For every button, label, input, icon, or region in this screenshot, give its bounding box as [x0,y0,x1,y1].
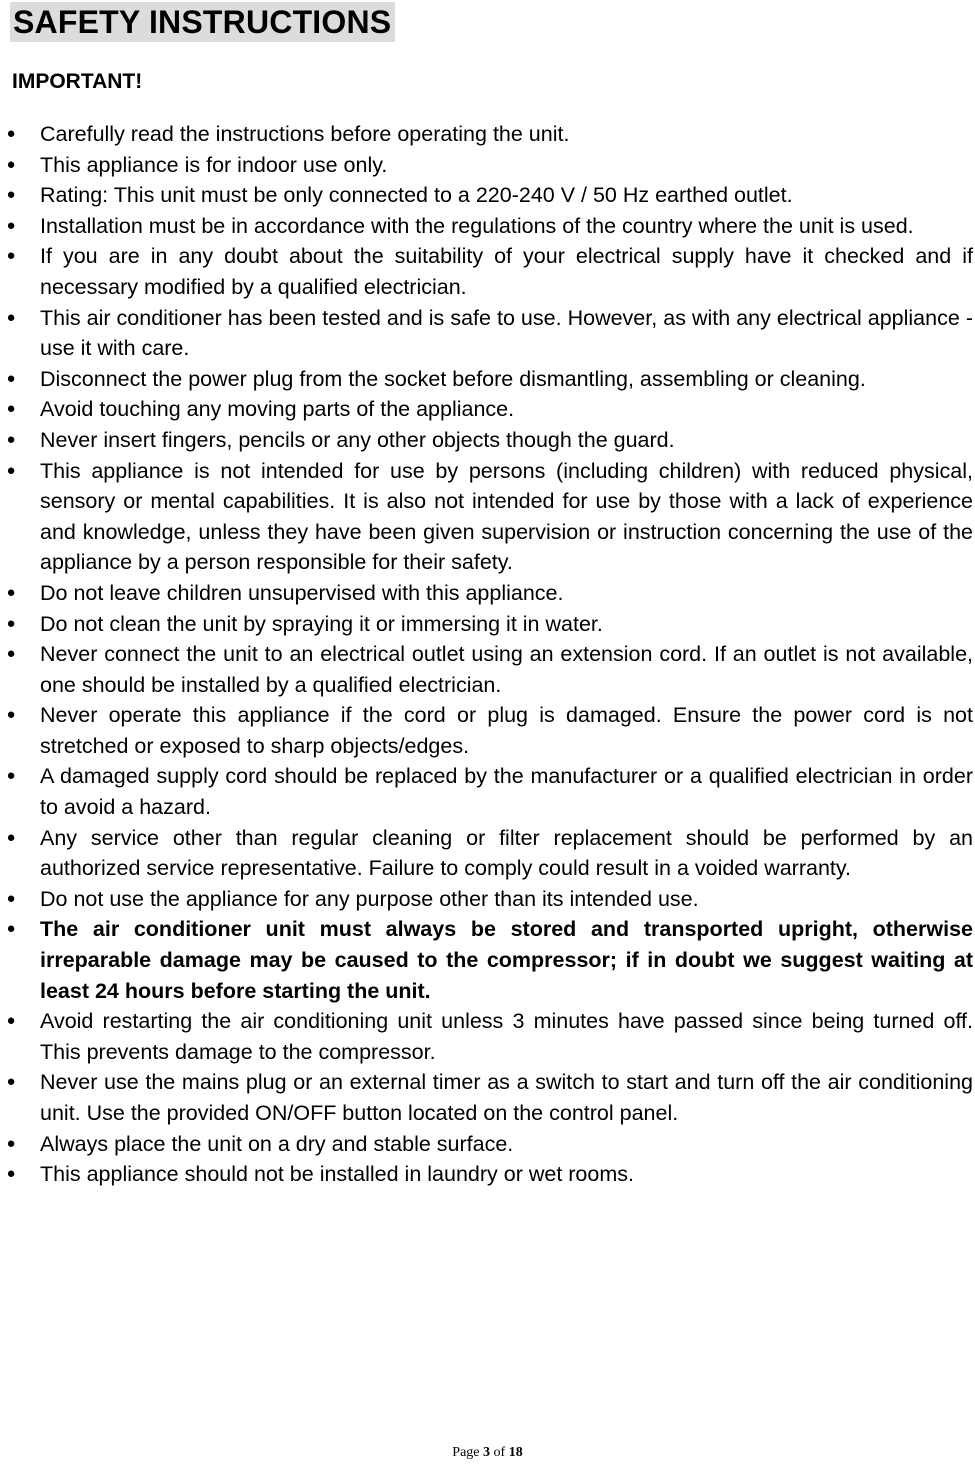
bullet-icon: ● [6,828,16,846]
bullet-icon: ● [6,155,16,173]
list-item-text: This appliance should not be installed in laundry or wet rooms. [40,1162,634,1187]
bullet-icon: ● [6,400,16,418]
bullet-icon: ● [6,767,16,785]
list-item [0,241,973,302]
footer-page-number: 3 [483,1445,491,1460]
list-item-text: Disconnect the power plug from the socket before dismantling, assembling or cleaning. [40,366,866,391]
footer-of-word: of [493,1445,506,1460]
bullet-icon: ● [6,461,16,479]
page-footer [0,1444,975,1462]
page-title: SAFETY INSTRUCTIONS [10,2,395,42]
bullet-icon: ● [6,1134,16,1152]
list-item [0,211,973,242]
list-item-text: This air conditioner has been tested and is safe to use. However, as with any electrical appliance - use it with care. [40,305,973,361]
list-item [0,761,973,822]
bullet-icon: ● [6,216,16,234]
footer-total-pages: 18 [508,1445,523,1460]
list-item [0,1067,973,1128]
list-item-text: Do not leave children unsupervised with this appliance. [40,580,564,605]
list-item-text: A damaged supply cord should be replaced by the manufacturer or a qualified electrician in order to avoid a hazard. [40,764,973,820]
bullet-icon: ● [6,125,16,142]
list-item [0,884,973,915]
safety-instructions-list [0,119,973,1190]
bullet-icon: ● [6,920,16,938]
bullet-icon: ● [6,1012,16,1030]
footer-page-word: Page [452,1445,480,1460]
list-item-text: This appliance is for indoor use only. [40,152,388,177]
list-item-text: Any service other than regular cleaning or filter replacement should be performed by an authorized service representative. Failure to comply could result in a voided warranty. [40,825,973,881]
list-item [0,364,973,395]
list-item-text: Do not use the appliance for any purpose other than its intended use. [40,886,699,911]
list-item [0,914,973,1006]
bullet-icon: ● [6,247,16,265]
list-item-text: Installation must be in accordance with the regulations of the country where the unit is used. [40,213,914,238]
list-item-text: Carefully read the instructions before operating the unit. [40,122,570,146]
bullet-icon: ● [6,308,16,326]
bullet-icon: ● [6,706,16,724]
list-item-text: Never operate this appliance if the cord or plug is damaged. Ensure the power cord is not stretched or exposed to sharp objects/edges. [40,703,973,758]
list-item [0,609,973,640]
list-item-text: Always place the unit on a dry and stable surface. [40,1131,514,1156]
bullet-icon: ● [6,583,16,601]
list-item [0,639,973,700]
list-item [0,1159,973,1190]
list-item [0,823,973,884]
bullet-icon: ● [6,889,16,907]
list-item-text: Avoid touching any moving parts of the appliance. [40,397,515,422]
list-item-text: The air conditioner unit must always be stored and transported upright, otherwise irreparable damage may be caused to the compressor; if in doubt we suggest waiting at least 24 hours before starting the unit. [40,917,973,1003]
bullet-icon: ● [6,369,16,387]
list-item-text: Never insert fingers, pencils or any other objects though the guard. [40,427,675,452]
list-item [0,700,973,761]
list-item-text: Do not clean the unit by spraying it or immersing it in water. [40,611,603,636]
list-item [0,425,973,456]
bullet-icon: ● [6,614,16,632]
bullet-icon: ● [6,430,16,448]
list-item-text: If you are in any doubt about the suitability of your electrical supply have it checked and if necessary modified by a qualified electrician. [40,244,973,299]
list-item [0,578,973,609]
list-item [0,150,973,181]
list-item [0,456,973,578]
bullet-icon: ● [6,645,16,663]
list-item [0,1006,973,1067]
bullet-icon: ● [6,186,16,204]
list-item-text: Avoid restarting the air conditioning unit unless 3 minutes have passed since being turned off. This prevents damage to the compressor. [40,1009,973,1064]
list-item [0,303,973,364]
bullet-icon: ● [6,1165,16,1183]
list-item-text: Rating: This unit must be only connected to a 220-240 V / 50 Hz earthed outlet. [40,183,793,208]
list-item-text: Never connect the unit to an electrical outlet using an extension cord. If an outlet is not available, one should be installed by a qualified electrician. [40,642,973,697]
important-heading: IMPORTANT! [12,70,143,93]
list-item-text: Never use the mains plug or an external timer as a switch to start and turn off the air conditioning unit. Use the provided ON/OFF button located on the control panel. [40,1070,973,1125]
list-item-text: This appliance is not intended for use by persons (including children) with reduced physical, sensory or mental capabilities. It is also not intended for use by those with a lack of experience and knowledge, unless they have been given supervision or instruction concerning the use of the appliance by a person responsible for their safety. [40,458,973,575]
bullet-icon: ● [6,1073,16,1091]
list-item [0,180,973,211]
list-item [0,1129,973,1160]
list-item [0,119,973,150]
list-item [0,394,973,425]
